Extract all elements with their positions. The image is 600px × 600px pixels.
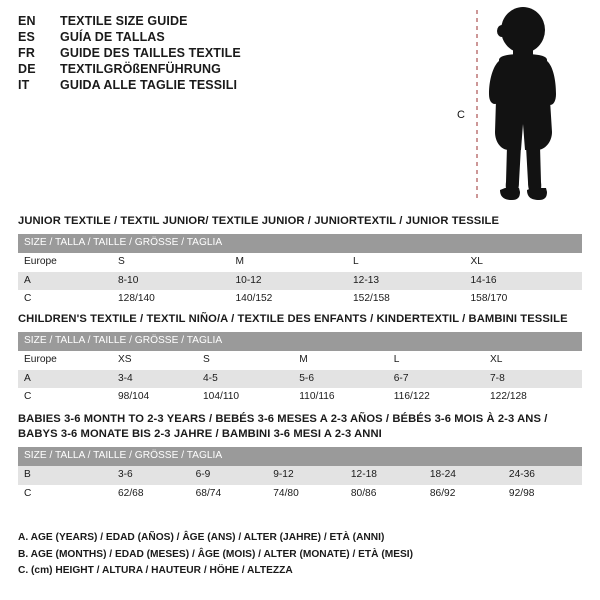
table-cell: XL [484,351,582,370]
language-row [18,14,448,28]
table-cell: 80/86 [345,485,424,504]
language-title: GUIDE DES TAILLES TEXTILE [60,46,241,60]
table-cell: 122/128 [484,388,582,407]
table-cell: 12-13 [347,272,465,291]
table-cell: Europe [18,351,112,370]
language-code: FR [18,46,36,60]
measurement-figure [455,4,590,204]
table-cell: A [18,370,112,389]
table-cell: 110/116 [293,388,388,407]
table-row [18,253,582,272]
table-cell: 62/68 [112,485,190,504]
table-header-row [18,447,582,466]
table-cell: 14-16 [465,272,583,291]
table-cell: 104/110 [197,388,293,407]
table-row [18,485,582,504]
legend-block [18,530,582,580]
table-cell: 6-9 [190,466,268,485]
table-cell: 74/80 [267,485,345,504]
table-cell: 128/140 [112,290,230,309]
table-cell: S [197,351,293,370]
language-row [18,62,448,76]
table-header-row [18,332,582,351]
table-cell: 24-36 [503,466,582,485]
table-cell: L [388,351,484,370]
table-cell: 3-6 [112,466,190,485]
table-row [18,466,582,485]
section-children [18,312,582,407]
language-title: GUIDA ALLE TAGLIE TESSILI [60,78,238,92]
table-cell: B [18,466,112,485]
table-cell: M [230,253,348,272]
table-cell: 158/170 [465,290,583,309]
table-cell: A [18,272,112,291]
measure-label-c: C [457,109,465,121]
toddler-silhouette-icon [455,4,590,204]
table-cell: 12-18 [345,466,424,485]
table-row [18,290,582,309]
table-cell: 86/92 [424,485,503,504]
table-cell: C [18,290,112,309]
legend-line-a: A. AGE (YEARS) / EDAD (AÑOS) / ÂGE (ANS) / ALTER (JAHRE) / ETÀ (ANNI) [18,532,385,543]
section-babies [18,412,582,503]
table-cell: 4-5 [197,370,293,389]
table-row [18,351,582,370]
children-size-table [18,332,582,407]
table-cell: 7-8 [484,370,582,389]
table-cell: 140/152 [230,290,348,309]
table-cell: 6-7 [388,370,484,389]
legend-line-c: C. (cm) HEIGHT / ALTURA / HAUTEUR / HÖHE / ALTEZZA [18,565,293,577]
table-cell: 18-24 [424,466,503,485]
table-cell: 3-4 [112,370,197,389]
table-header-row [18,234,582,253]
table-row [18,272,582,291]
table-cell: 8-10 [112,272,230,291]
table-cell: 68/74 [190,485,268,504]
table-cell: 10-12 [230,272,348,291]
junior-size-table [18,234,582,309]
language-code: EN [18,14,36,28]
table-cell: C [18,388,112,407]
table-cell: Europe [18,253,112,272]
table-header-cell: SIZE / TALLA / TAILLE / GRÖSSE / TAGLIA [18,234,582,253]
language-title-block [18,14,448,94]
table-header-cell: SIZE / TALLA / TAILLE / GRÖSSE / TAGLIA [18,447,582,466]
table-cell: 9-12 [267,466,345,485]
section-junior [18,214,582,309]
language-code: IT [18,78,30,92]
table-cell: 98/104 [112,388,197,407]
legend-line-b: B. AGE (MONTHS) / EDAD (MESES) / ÂGE (MOIS) / ALTER (MONATE) / ETÀ (MESI) [18,548,414,560]
table-cell: XL [465,253,583,272]
language-title: TEXTILGRÖßENFÜHRUNG [60,62,221,76]
section-title-children: CHILDREN'S TEXTILE / TEXTIL NIÑO/A / TEXTILE DES ENFANTS / KINDERTEXTIL / BAMBINI TESSILE [18,313,568,325]
table-cell: 92/98 [503,485,582,504]
table-cell: 116/122 [388,388,484,407]
table-cell: 5-6 [293,370,388,389]
table-header-cell: SIZE / TALLA / TAILLE / GRÖSSE / TAGLIA [18,332,582,351]
table-cell: L [347,253,465,272]
babies-size-table [18,447,582,503]
language-code: ES [18,30,36,44]
table-cell: 152/158 [347,290,465,309]
language-row [18,46,448,60]
table-cell: XS [112,351,197,370]
language-row [18,30,448,44]
table-cell: C [18,485,112,504]
section-title-junior: JUNIOR TEXTILE / TEXTIL JUNIOR/ TEXTILE JUNIOR / JUNIORTEXTIL / JUNIOR TESSILE [18,215,500,227]
table-cell: M [293,351,388,370]
table-cell: S [112,253,230,272]
language-code: DE [18,62,36,76]
table-row [18,388,582,407]
language-row [18,78,448,92]
language-title: GUÍA DE TALLAS [60,30,165,44]
language-title: TEXTILE SIZE GUIDE [60,14,188,28]
table-row [18,370,582,389]
section-title-babies: BABIES 3-6 MONTH TO 2-3 YEARS / BEBÉS 3-6 MESES A 2-3 AÑOS / BÉBÉS 3-6 MOIS À 2-3 ANS / BABYS 3-6 MONATE BIS 2-3 JAHRE / BAMBINI 3-6 MESI A 2-3 ANNI [18,413,548,441]
